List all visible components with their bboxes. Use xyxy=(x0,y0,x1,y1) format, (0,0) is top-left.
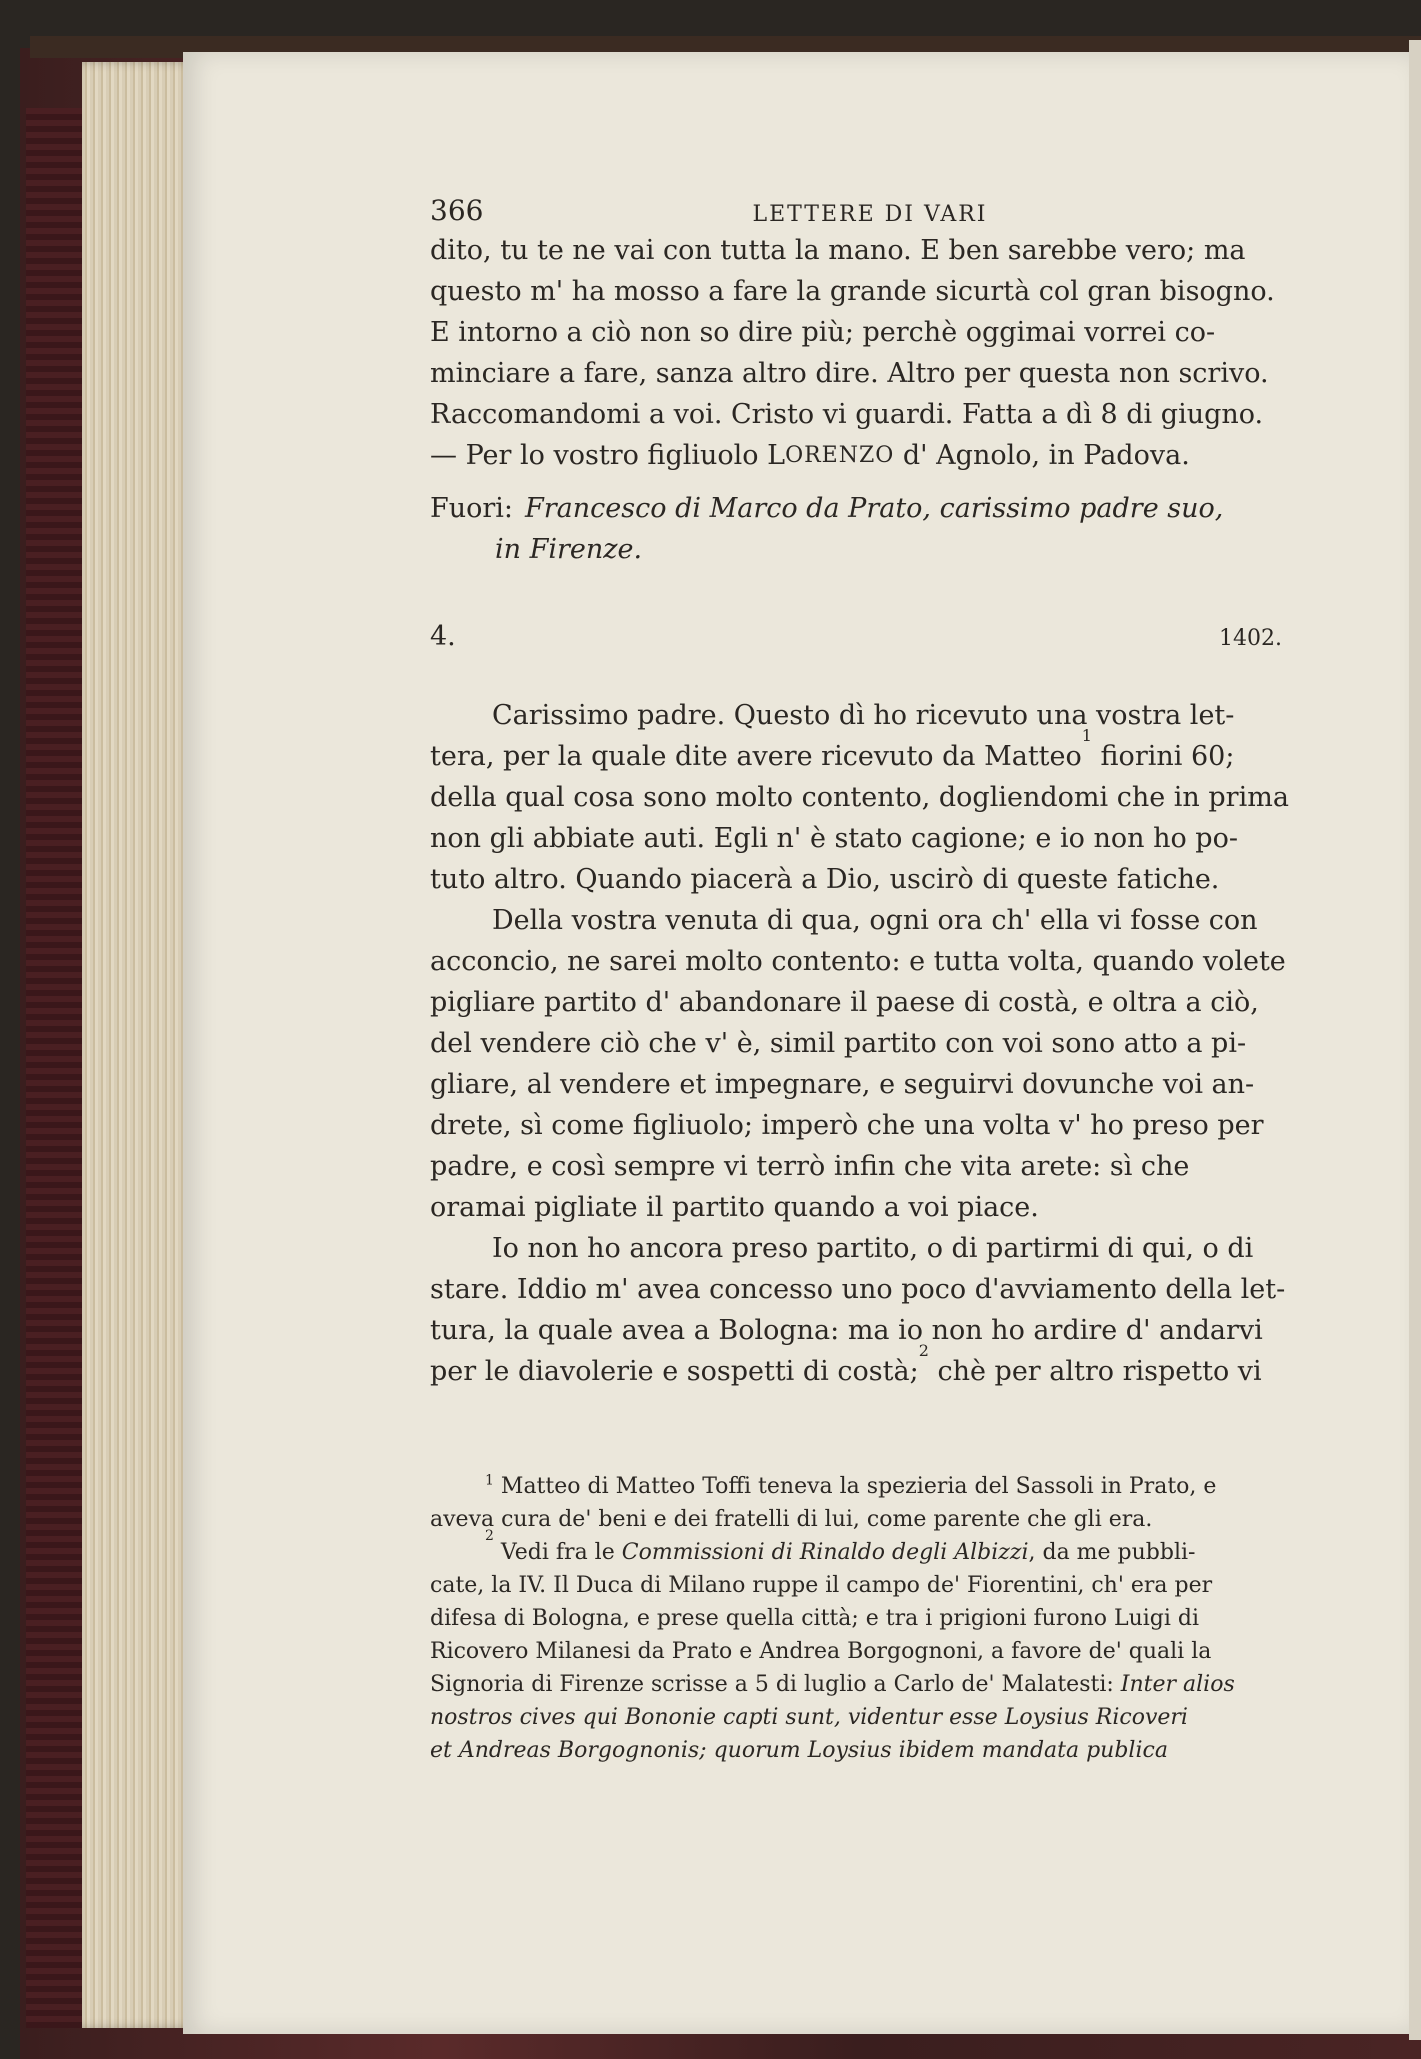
address-city: in Firenze. xyxy=(495,534,643,565)
paragraph-3 xyxy=(430,1228,1310,1392)
text-line: minciare a fare, sanza altro dire. Altro per questa non scrivo. xyxy=(430,358,1269,389)
footnote-title: Commissioni di Rinaldo degli Albizzi xyxy=(621,1540,1029,1565)
footnote-line xyxy=(430,1668,1305,1701)
footnote-ref: 1 xyxy=(1081,726,1092,745)
text-line: stare. Iddio m' avea concesso uno poco d'avviamento della let- xyxy=(430,1274,1286,1305)
footnote-line: aveva cura de' beni e dei fratelli di lui, come parente che gli era. xyxy=(430,1507,1153,1532)
footnote-text: Vedi fra le xyxy=(493,1540,622,1565)
text-fragment: fiorini 60; xyxy=(1091,741,1235,772)
cover-cloth xyxy=(26,108,86,2028)
text-line: Carissimo padre. Questo dì ho ricevuto una vostra let- xyxy=(492,700,1235,731)
page-number: 366 xyxy=(430,194,484,227)
text-line: pigliare partito d' abandonare il paese di costà, e oltra a ciò, xyxy=(430,987,1259,1018)
signature-line xyxy=(430,435,1310,476)
letter-number: 4. xyxy=(430,621,456,652)
running-title: LETTERE DI VARI xyxy=(752,202,988,227)
main-text xyxy=(430,190,1310,1392)
text-line: questo m' ha mosso a fare la grande sicurtà col gran bisogno. xyxy=(430,276,1275,307)
text-line: tura, la quale avea a Bologna: ma io non ho ardire d' andarvi xyxy=(430,1315,1263,1346)
text-line: dito, tu te ne vai con tutta la mano. E ben sarebbe vero; ma xyxy=(430,235,1246,266)
paragraph-2 xyxy=(430,900,1310,1228)
footnote-line: cate, la IV. Il Duca di Milano ruppe il campo de' Fiorentini, ch' era per xyxy=(430,1573,1213,1598)
footnote-ref: 2 xyxy=(918,1341,929,1360)
signature-suffix: d' Agnolo, in Padova. xyxy=(894,440,1190,471)
address xyxy=(430,488,1310,570)
text-line: gliare, al vendere et impegnare, e seguirvi dovunche voi an- xyxy=(430,1069,1255,1100)
footnote-text: Matteo di Matteo Toffi teneva la spezieria del Sassoli in Prato, e xyxy=(493,1474,1217,1499)
text-line: E intorno a ciò non so dire più; perchè oggimai vorrei co- xyxy=(430,317,1216,348)
footnote-latin: Inter alios xyxy=(1120,1672,1235,1697)
footnote-text: Signoria di Firenze scrisse a 5 di luglio a Carlo de' Malatesti: xyxy=(430,1672,1121,1697)
footnote-1 xyxy=(430,1470,1305,1536)
signature-name-initial: L xyxy=(767,440,786,471)
text-line: padre, e così sempre vi terrò infin che vita arete: sì che xyxy=(430,1151,1190,1182)
footnote-text: , da me pubbli- xyxy=(1028,1540,1196,1565)
text-line: drete, sì come figliuolo; imperò che una volta v' ho preso per xyxy=(430,1110,1264,1141)
footnote-line xyxy=(430,1470,1305,1503)
address-line xyxy=(430,529,1310,570)
letter-heading xyxy=(430,616,1310,657)
paragraph-1 xyxy=(430,695,1310,900)
footnote-line: nostros cives qui Bononie capti sunt, videntur esse Loysius Ricoveri xyxy=(430,1705,1188,1730)
address-label: Fuori: xyxy=(430,493,514,524)
text-line: del vendere ciò che v' è, simil partito con voi sono atto a pi- xyxy=(430,1028,1247,1059)
running-head xyxy=(430,190,1310,230)
text-line: della qual cosa sono molto contento, dogliendomi che in prima xyxy=(430,782,1289,813)
facing-page-edge xyxy=(1409,40,1421,2040)
text-line: acconcio, ne sarei molto contento: e tutta volta, quando volete xyxy=(430,946,1286,977)
text-fragment: tera, per la quale dite avere ricevuto da Matteo xyxy=(430,741,1082,772)
letter-3-ending xyxy=(430,230,1310,476)
text-line: Della vostra venuta di qua, ogni ora ch' ella vi fosse con xyxy=(492,905,1258,936)
footnote-2 xyxy=(430,1528,1305,1767)
text-line: oramai pigliate il partito quando a voi piace. xyxy=(430,1192,1039,1223)
footnote-line: difesa di Bologna, e prese quella città; e tra i prigioni furono Luigi di xyxy=(430,1606,1200,1631)
text-line: tuto altro. Quando piacerà a Dio, uscirò di queste fatiche. xyxy=(430,864,1220,895)
footnote-line xyxy=(430,1528,1305,1569)
footnote-line: Ricovero Milanesi da Prato e Andrea Borgognoni, a favore de' quali la xyxy=(430,1639,1212,1664)
signature-prefix: — Per lo vostro figliuolo xyxy=(430,440,768,471)
text-line xyxy=(430,726,1310,777)
text-line: Raccomandomi a voi. Cristo vi guardi. Fatta a dì 8 di giugno. xyxy=(430,399,1264,430)
footnote-marker: 1 xyxy=(485,1472,494,1489)
footnote-marker: 2 xyxy=(485,1528,494,1544)
footnote-line: et Andreas Borgognonis; quorum Loysius ibidem mandata publica xyxy=(430,1738,1168,1763)
signature-name-smallcaps: ORENZO xyxy=(785,443,895,468)
text-line: non gli abbiate auti. Egli n' è stato cagione; e io non ho po- xyxy=(430,823,1238,854)
letter-year: 1402. xyxy=(1219,626,1282,651)
footnotes xyxy=(430,1470,1305,1767)
text-fragment: per le diavolerie e sospetti di costà; xyxy=(430,1356,919,1387)
text-fragment: chè per altro rispetto vi xyxy=(928,1356,1262,1387)
address-recipient: Francesco di Marco da Prato, carissimo padre suo, xyxy=(525,493,1224,524)
text-line xyxy=(430,1341,1310,1392)
address-line xyxy=(430,488,1310,529)
text-line: Io non ho ancora preso partito, o di partirmi di qui, o di xyxy=(492,1233,1254,1264)
